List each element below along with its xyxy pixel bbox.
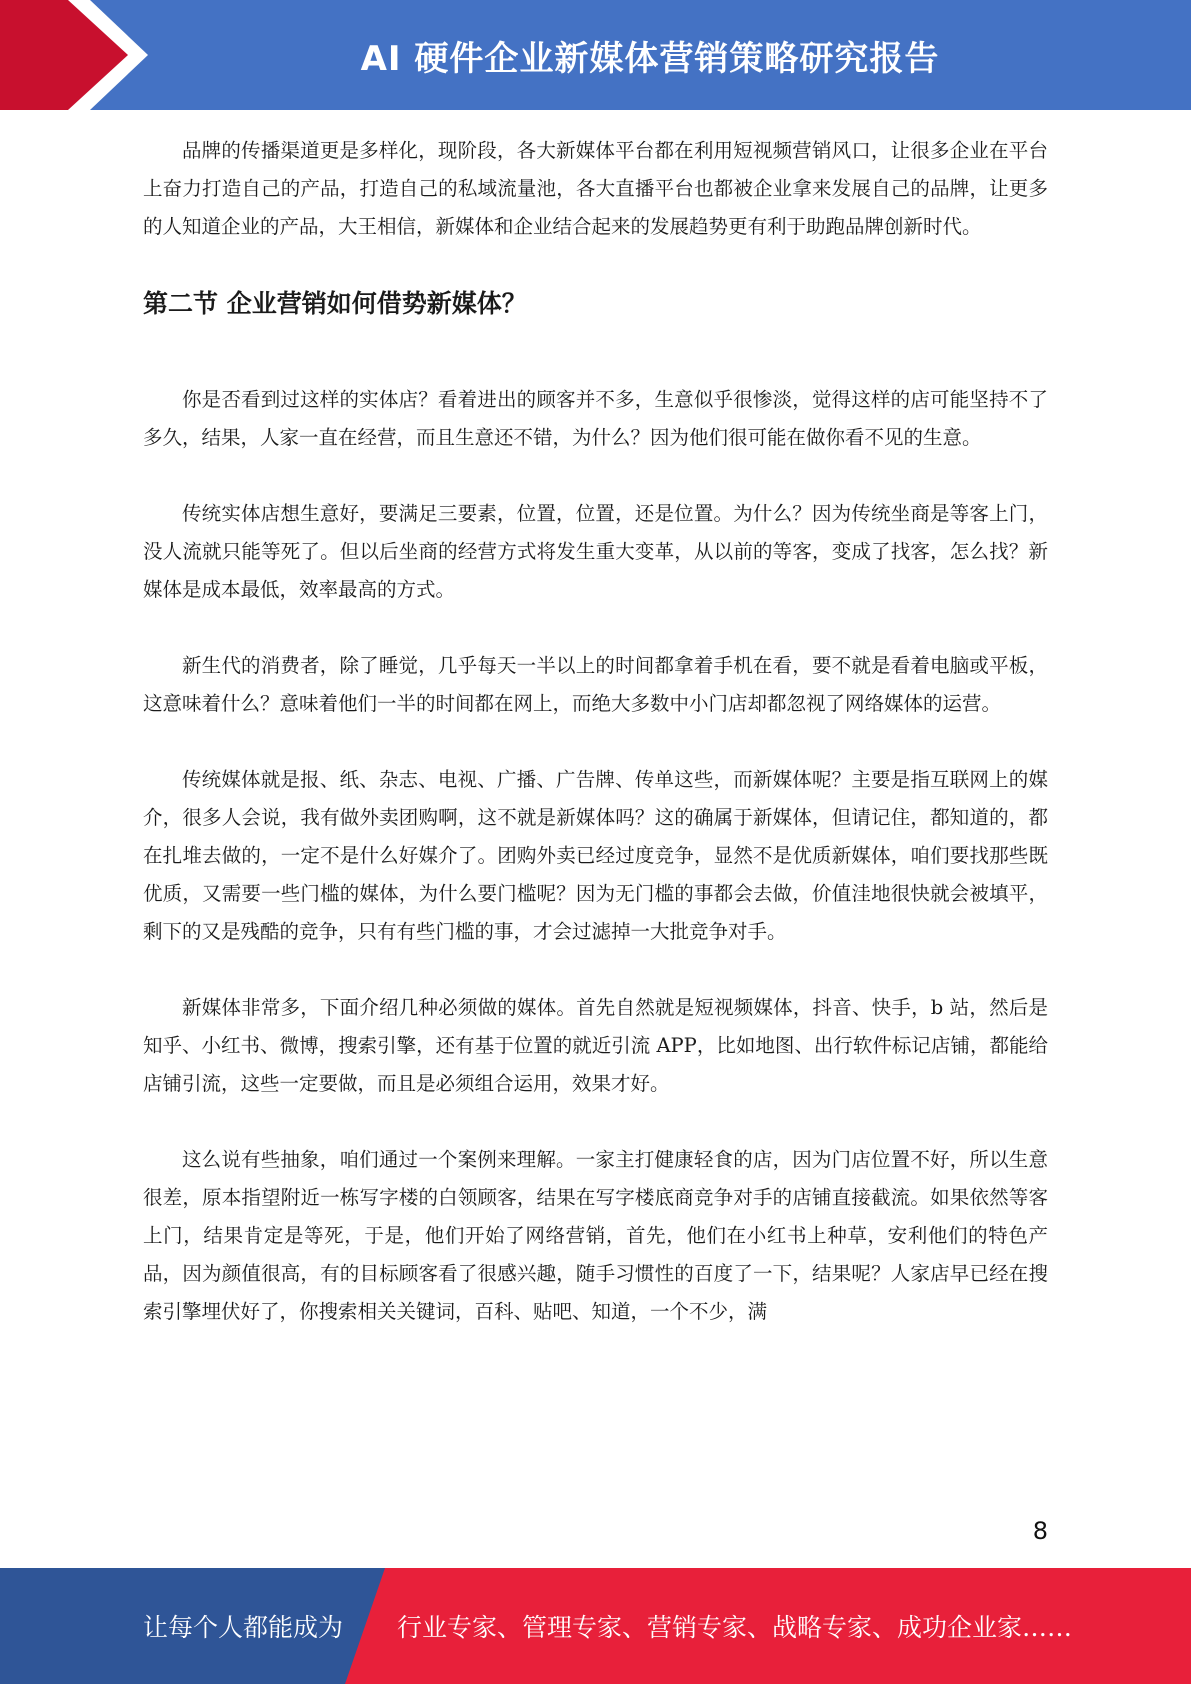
page-header (0, 0, 1191, 110)
page-number: 8 (1032, 1517, 1048, 1545)
footer-slogan-left: 让每个人都能成为 (143, 1613, 344, 1642)
section-title: 第二节 企业营销如何借势新媒体？ (143, 289, 527, 318)
body-paragraph: 传统媒体就是报、纸、杂志、电视、广播、广告牌、传单这些，而新媒体呢？主要是指互联网上的媒介，很多人会说，我有做外卖团购啊，这不就是新媒体吗？这的确属于新媒体，但请记住，都知道的，都在扎堆去做的，一定不是什么好媒介了。团购外卖已经过度竞争，显然不是优质新媒体，咱们要找那些既优质，又需要一些门槛的媒体，为什么要门槛呢？因为无门槛的事都会去做，价值洼地很快就会被填平，剩下的又是残酷的竞争，只有有些门槛的事，才会过滤掉一大批竞争对手。 (143, 768, 1048, 943)
body-paragraph: 你是否看到过这样的实体店？看着进出的顾客并不多，生意似乎很惨淡，觉得这样的店可能坚持不了多久，结果，人家一直在经营，而且生意还不错，为什么？因为他们很可能在做你看不见的生意。 (143, 388, 1048, 449)
body-paragraph: 这么说有些抽象，咱们通过一个案例来理解。一家主打健康轻食的店，因为门店位置不好，所以生意很差，原本指望附近一栋写字楼的白领顾客，结果在写字楼底商竞争对手的店铺直接截流。如果依然等客上门，结果肯定是等死，于是，他们开始了网络营销，首先，他们在小红书上种草，安利他们的特色产品，因为颜值很高，有的目标顾客看了很感兴趣，随手习惯性的百度了一下，结果呢？人家店早已经在搜索引擎埋伏好了，你搜索相关关键词，百科、贴吧、知道，一个不少，满 (143, 1148, 1048, 1323)
body-paragraph: 新生代的消费者，除了睡觉，几乎每天一半以上的时间都拿着手机在看，要不就是看着电脑或平板，这意味着什么？意味着他们一半的时间都在网上，而绝大多数中小门店却都忽视了网络媒体的运营。 (143, 654, 1048, 715)
body-paragraph: 传统实体店想生意好，要满足三要素，位置，位置，还是位置。为什么？因为传统坐商是等客上门，没人流就只能等死了。但以后坐商的经营方式将发生重大变革，从以前的等客，变成了找客，怎么找？新媒体是成本最低，效率最高的方式。 (143, 502, 1048, 601)
body-paragraph: 新媒体非常多，下面介绍几种必须做的媒体。首先自然就是短视频媒体，抖音、快手，b 站，然后是知乎、小红书、微博，搜索引擎，还有基于位置的就近引流 APP，比如地图、出行软件标记店铺，都能给店铺引流，这些一定要做，而且是必须组合运用，效果才好。 (143, 996, 1048, 1095)
header-title: AI 硬件企业新媒体营销策略研究报告 (360, 38, 940, 79)
footer-slogan-right: 行业专家、管理专家、营销专家、战略专家、成功企业家…… (397, 1613, 1073, 1642)
page-body (143, 132, 1048, 1369)
body-paragraph: 品牌的传播渠道更是多样化，现阶段，各大新媒体平台都在利用短视频营销风口，让很多企业在平台上奋力打造自己的产品，打造自己的私域流量池，各大直播平台也都被企业拿来发展自己的品牌，让更多的人知道企业的产品，大王相信，新媒体和企业结合起来的发展趋势更有利于助跑品牌创新时代。 (143, 139, 1048, 238)
page-footer (0, 1568, 1191, 1684)
